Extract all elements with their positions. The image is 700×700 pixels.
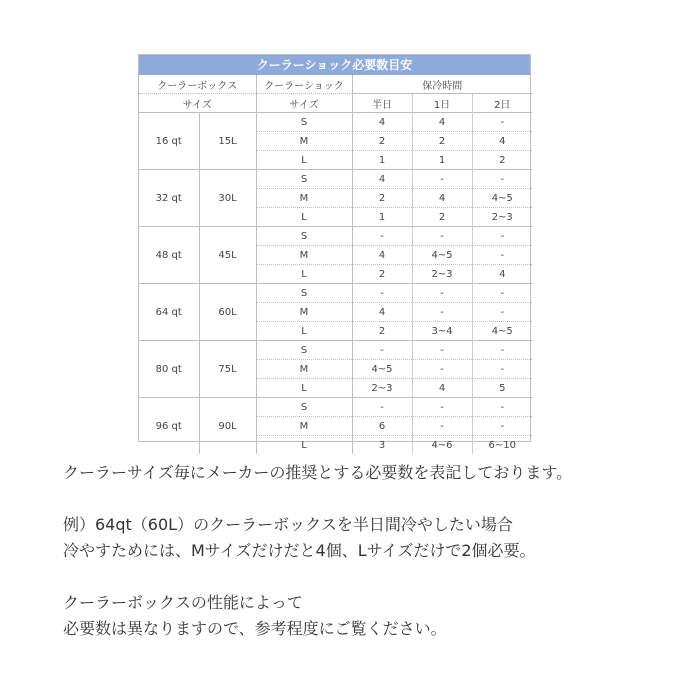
value-two-day: - [472, 113, 532, 132]
value-one-day: 2 [412, 208, 472, 227]
shock-size: L [256, 208, 352, 227]
value-half-day: 1 [352, 151, 412, 170]
cooler-shock-table [138, 54, 531, 451]
value-one-day: 1 [412, 151, 472, 170]
shock-size: S [256, 227, 352, 246]
value-two-day: - [472, 360, 532, 379]
value-two-day: - [472, 417, 532, 436]
box-size-liter: 75L [199, 341, 256, 398]
value-two-day: 4 [472, 265, 532, 284]
value-half-day: - [352, 398, 412, 417]
value-two-day: 2 [472, 151, 532, 170]
box-size-qt: 48 qt [139, 227, 199, 284]
header-half-day: 半日 [352, 94, 412, 113]
box-size-qt: 96 qt [139, 398, 199, 455]
shock-size: S [256, 284, 352, 303]
value-half-day: 2~3 [352, 379, 412, 398]
box-size-qt: 80 qt [139, 341, 199, 398]
description-line-3: 冷やすためには、Mサイズだけだと4個、Lサイズだけで2個必要。 [63, 541, 536, 560]
value-two-day: - [472, 284, 532, 303]
value-half-day: - [352, 284, 412, 303]
value-half-day: 1 [352, 208, 412, 227]
value-half-day: 4~5 [352, 360, 412, 379]
description-line-2: 例）64qt（60L）のクーラーボックスを半日間冷やしたい場合 [63, 515, 513, 534]
value-one-day: 4 [412, 379, 472, 398]
table-title: クーラーショック必要数目安 [139, 55, 530, 75]
value-half-day: 2 [352, 132, 412, 151]
value-one-day: - [412, 303, 472, 322]
value-two-day: 4~5 [472, 322, 532, 341]
box-size-qt: 16 qt [139, 113, 199, 170]
value-half-day: - [352, 341, 412, 360]
value-two-day: 4 [472, 132, 532, 151]
header-two-day: 2日 [472, 94, 532, 113]
box-size-liter: 90L [199, 398, 256, 455]
shock-size: S [256, 398, 352, 417]
header-box-size: サイズ [139, 94, 256, 113]
value-half-day: 2 [352, 265, 412, 284]
table-row [139, 341, 532, 360]
requirement-table [139, 75, 532, 454]
description-line-4: クーラーボックスの性能によって [63, 593, 303, 612]
shock-size: L [256, 265, 352, 284]
value-half-day: 3 [352, 436, 412, 455]
value-two-day: - [472, 170, 532, 189]
value-one-day: 3~4 [412, 322, 472, 341]
shock-size: L [256, 322, 352, 341]
value-one-day: 4 [412, 113, 472, 132]
value-two-day: - [472, 303, 532, 322]
table-row [139, 113, 532, 132]
value-half-day: 2 [352, 322, 412, 341]
value-two-day: 6~10 [472, 436, 532, 455]
value-one-day: 2 [412, 132, 472, 151]
box-size-qt: 64 qt [139, 284, 199, 341]
value-one-day: - [412, 341, 472, 360]
shock-size: L [256, 151, 352, 170]
shock-size: L [256, 436, 352, 455]
shock-size: S [256, 341, 352, 360]
box-size-liter: 60L [199, 284, 256, 341]
table-row [139, 170, 532, 189]
value-half-day: 6 [352, 417, 412, 436]
value-two-day: - [472, 246, 532, 265]
shock-size: M [256, 132, 352, 151]
header-one-day: 1日 [412, 94, 472, 113]
value-two-day: 5 [472, 379, 532, 398]
description-text [63, 460, 683, 642]
value-one-day: 4~5 [412, 246, 472, 265]
value-one-day: - [412, 170, 472, 189]
header-shock-size: サイズ [256, 94, 352, 113]
value-two-day: - [472, 227, 532, 246]
header-hold-time: 保冷時間 [422, 80, 463, 92]
table-row [139, 398, 532, 417]
shock-size: M [256, 417, 352, 436]
box-size-liter: 15L [199, 113, 256, 170]
description-line-1: クーラーサイズ毎にメーカーの推奨とする必要数を表記しております。 [63, 463, 573, 482]
value-half-day: 4 [352, 170, 412, 189]
value-half-day: 4 [352, 303, 412, 322]
value-two-day: 2~3 [472, 208, 532, 227]
value-one-day: - [412, 417, 472, 436]
value-one-day: - [412, 360, 472, 379]
value-half-day: 4 [352, 113, 412, 132]
box-size-liter: 30L [199, 170, 256, 227]
header-shock-label: クーラーショック [256, 75, 352, 94]
shock-size: M [256, 360, 352, 379]
value-half-day: - [352, 227, 412, 246]
value-two-day: - [472, 341, 532, 360]
shock-size: M [256, 189, 352, 208]
table-row [139, 227, 532, 246]
value-one-day: 4~6 [412, 436, 472, 455]
value-two-day: 4~5 [472, 189, 532, 208]
table-row [139, 284, 532, 303]
shock-size: M [256, 303, 352, 322]
box-size-liter: 45L [199, 227, 256, 284]
shock-size: S [256, 170, 352, 189]
value-half-day: 4 [352, 246, 412, 265]
value-one-day: 4 [412, 189, 472, 208]
shock-size: M [256, 246, 352, 265]
value-one-day: - [412, 227, 472, 246]
value-one-day: - [412, 284, 472, 303]
value-two-day: - [472, 398, 532, 417]
box-size-qt: 32 qt [139, 170, 199, 227]
value-half-day: 2 [352, 189, 412, 208]
value-one-day: - [412, 398, 472, 417]
shock-size: S [256, 113, 352, 132]
shock-size: L [256, 379, 352, 398]
description-line-5: 必要数は異なりますので、参考程度にご覧ください。 [63, 619, 447, 638]
header-box-label: クーラーボックス [139, 75, 256, 94]
value-one-day: 2~3 [412, 265, 472, 284]
